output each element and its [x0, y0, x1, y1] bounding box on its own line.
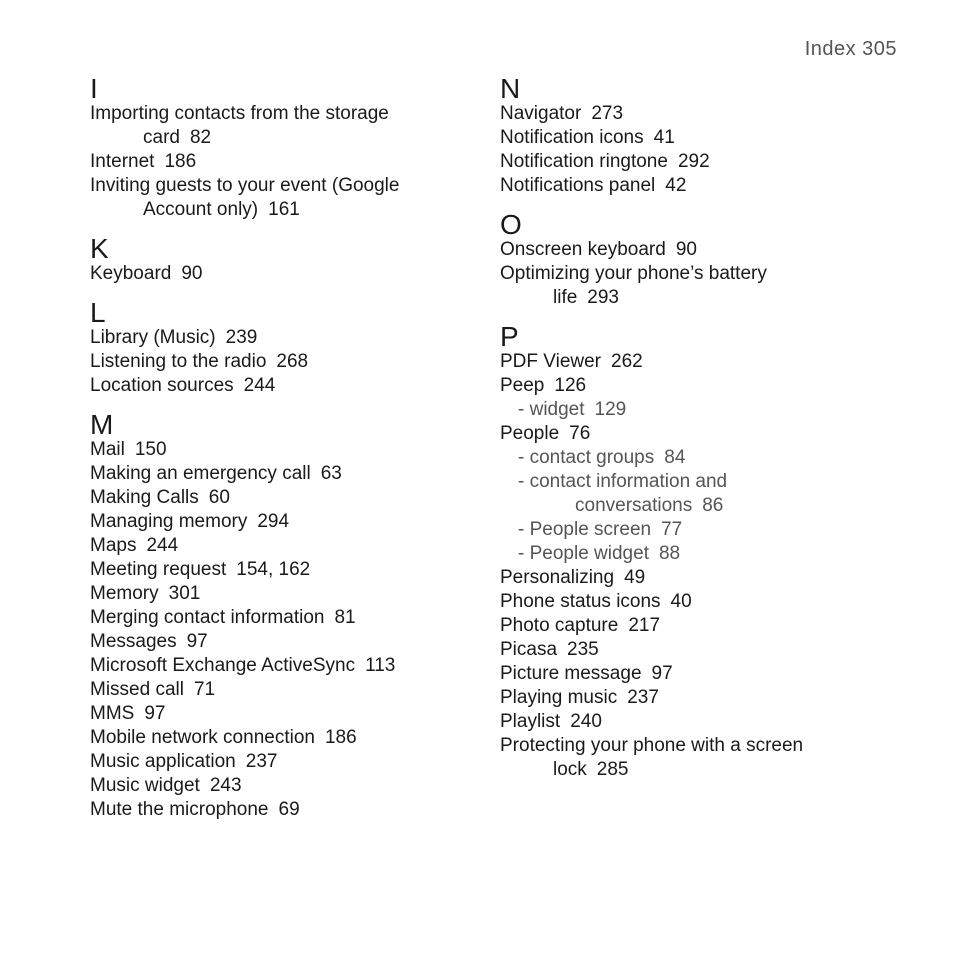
index-entry: [500, 150, 890, 174]
index-entry: [500, 566, 890, 590]
index-entry: [90, 262, 480, 286]
index-entry: [90, 654, 480, 678]
index-section: [500, 208, 890, 310]
entry-text: - contact information and: [518, 471, 728, 492]
entry-text: Playlist: [500, 711, 561, 732]
entry-text: - People screen: [518, 519, 652, 540]
entry-text: conversations: [575, 495, 693, 516]
entry-page-number[interactable]: 90: [181, 263, 203, 284]
entry-text: Music widget: [90, 775, 200, 796]
index-entry: [90, 326, 480, 350]
entry-page-number[interactable]: 71: [193, 679, 216, 700]
index-entry: [90, 534, 480, 558]
entry-page-number[interactable]: 239: [225, 327, 258, 348]
index-entry: [90, 606, 480, 630]
page-number: 305: [862, 38, 897, 60]
index-entry: [90, 750, 480, 774]
entry-text: - widget: [518, 399, 585, 420]
index-entry: [500, 350, 890, 374]
index-entry: [500, 758, 890, 782]
index-entry: [90, 102, 480, 126]
entry-text: Picasa: [500, 639, 558, 660]
entry-page-number[interactable]: 113: [365, 655, 396, 676]
entry-text: Importing contacts from the storage: [90, 103, 389, 124]
entry-page-number[interactable]: 186: [324, 727, 357, 748]
entry-text: Notification icons: [500, 127, 644, 148]
entry-page-number[interactable]: 84: [664, 447, 686, 468]
entry-text: Optimizing your phone’s battery: [500, 263, 767, 284]
index-column-left: [90, 72, 480, 832]
index-entry: [90, 150, 480, 174]
index-entry: [500, 126, 890, 150]
entry-page-number[interactable]: 97: [144, 703, 166, 724]
entry-page-number[interactable]: 49: [624, 567, 646, 588]
index-entry: [90, 510, 480, 534]
index-subentry: [500, 398, 890, 422]
entry-page-number[interactable]: 81: [334, 607, 356, 628]
entry-page-number[interactable]: 126: [554, 375, 587, 396]
entry-text: MMS: [90, 703, 135, 724]
index-subentry: [500, 494, 890, 518]
entry-text: Picture message: [500, 663, 642, 684]
index-entry: [90, 174, 480, 198]
entry-text: Making an emergency call: [90, 463, 311, 484]
entry-text: Personalizing: [500, 567, 615, 588]
index-entry: [500, 710, 890, 734]
entry-page-number[interactable]: 186: [164, 151, 197, 172]
entry-text: Notifications panel: [500, 175, 656, 196]
index-entry: [90, 582, 480, 606]
entry-text: Missed call: [90, 679, 184, 700]
index-subentry: [500, 470, 890, 494]
entry-page-number[interactable]: 86: [702, 495, 724, 516]
index-section: [500, 320, 890, 782]
index-section: [90, 296, 480, 398]
entry-page-number[interactable]: 237: [627, 687, 659, 708]
section-letter: L: [90, 297, 106, 328]
entry-page-number[interactable]: 154, 162: [236, 559, 311, 580]
entry-text: Inviting guests to your event (Google: [90, 175, 400, 196]
entry-text: Mail: [90, 439, 125, 460]
entry-page-number[interactable]: 243: [209, 775, 242, 796]
entry-text: PDF Viewer: [500, 351, 602, 372]
entry-text: Account only): [143, 199, 259, 220]
page-header: [799, 38, 897, 61]
entry-text: Notification ringtone: [500, 151, 668, 172]
index-entry: [90, 678, 480, 702]
entry-text: life: [553, 287, 578, 308]
entry-page-number[interactable]: 41: [653, 127, 675, 148]
index-entry: [90, 558, 480, 582]
entry-page-number[interactable]: 237: [245, 751, 278, 772]
index-entry: [90, 486, 480, 510]
entry-text: Photo capture: [500, 615, 619, 636]
entry-page-number[interactable]: 301: [168, 583, 201, 604]
index-subentry: [500, 518, 890, 542]
section-letter: N: [500, 73, 521, 104]
section-letter: M: [90, 409, 114, 440]
entry-text: Keyboard: [90, 263, 172, 284]
entry-text: Internet: [90, 151, 155, 172]
entry-text: Making Calls: [90, 487, 199, 508]
index-entry: [500, 102, 890, 126]
index-section: [90, 72, 480, 222]
index-entry: [90, 198, 480, 222]
entry-page-number[interactable]: 217: [628, 615, 661, 636]
entry-page-number[interactable]: 244: [243, 375, 276, 396]
entry-page-number[interactable]: 268: [276, 351, 309, 372]
entry-page-number[interactable]: 294: [257, 511, 290, 532]
index-entry: [500, 374, 890, 398]
entry-page-number[interactable]: 40: [670, 591, 692, 612]
index-entry: [90, 462, 480, 486]
entry-text: Merging contact information: [90, 607, 325, 628]
entry-page-number[interactable]: 90: [675, 239, 697, 260]
entry-page-number[interactable]: 240: [570, 711, 602, 732]
entry-text: lock: [553, 759, 587, 780]
entry-page-number[interactable]: 63: [320, 463, 342, 484]
entry-text: People: [500, 423, 560, 444]
entry-page-number[interactable]: 292: [677, 151, 710, 172]
entry-page-number[interactable]: 88: [658, 543, 681, 564]
index-entry: [500, 286, 890, 310]
index-entry: [500, 686, 890, 710]
entry-page-number[interactable]: 150: [134, 439, 167, 460]
entry-text: Onscreen keyboard: [500, 239, 666, 260]
index-entry: [90, 774, 480, 798]
index-entry: [500, 422, 890, 446]
index-entry: [90, 374, 480, 398]
index-entry: [500, 262, 890, 286]
entry-text: Mobile network connection: [90, 727, 315, 748]
entry-text: Meeting request: [90, 559, 227, 580]
index-entry: [90, 798, 480, 822]
entry-text: Phone status icons: [500, 591, 661, 612]
entry-text: Mute the microphone: [90, 799, 269, 820]
entry-page-number[interactable]: 77: [661, 519, 683, 540]
index-subentry: [500, 542, 890, 566]
entry-text: Playing music: [500, 687, 618, 708]
entry-page-number[interactable]: 76: [569, 423, 591, 444]
entry-text: Music application: [90, 751, 236, 772]
entry-text: Navigator: [500, 103, 582, 124]
entry-text: Peep: [500, 375, 545, 396]
index-entry: [90, 630, 480, 654]
index-entry: [90, 726, 480, 750]
entry-text: Maps: [90, 535, 137, 556]
entry-page-number[interactable]: 82: [189, 127, 212, 148]
index-entry: [90, 438, 480, 462]
entry-page-number[interactable]: 42: [665, 175, 687, 196]
index-entry: [90, 126, 480, 150]
index-entry: [500, 614, 890, 638]
entry-page-number[interactable]: 97: [651, 663, 673, 684]
index-entry: [500, 662, 890, 686]
entry-page-number[interactable]: 293: [587, 287, 619, 308]
entry-text: Protecting your phone with a screen: [500, 735, 804, 756]
index-subentry: [500, 446, 890, 470]
index-entry: [500, 238, 890, 262]
entry-text: Location sources: [90, 375, 234, 396]
section-letter: P: [500, 321, 519, 352]
entry-page-number[interactable]: 235: [567, 639, 599, 660]
entry-text: - People widget: [518, 543, 649, 564]
index-section: [90, 232, 480, 286]
entry-page-number[interactable]: 129: [594, 399, 627, 420]
index-entry: [500, 734, 890, 758]
entry-page-number[interactable]: 262: [611, 351, 643, 372]
entry-text: Listening to the radio: [90, 351, 267, 372]
index-entry: [500, 638, 890, 662]
entry-page-number[interactable]: 161: [268, 199, 300, 220]
entry-page-number[interactable]: 273: [591, 103, 624, 124]
entry-page-number[interactable]: 60: [208, 487, 230, 508]
entry-text: card: [143, 127, 180, 148]
section-letter: I: [90, 73, 98, 104]
index-entry: [500, 590, 890, 614]
index-entry: [500, 174, 890, 198]
entry-page-number[interactable]: 285: [596, 759, 629, 780]
section-letter: K: [90, 233, 109, 264]
entry-text: Microsoft Exchange ActiveSync: [90, 655, 356, 676]
index-section: [90, 408, 480, 822]
entry-text: Memory: [90, 583, 159, 604]
index-section: [500, 72, 890, 198]
index-column-right: [500, 72, 890, 792]
entry-page-number[interactable]: 69: [278, 799, 300, 820]
index-entry: [90, 350, 480, 374]
header-title: Index: [804, 38, 857, 60]
entry-text: Library (Music): [90, 327, 216, 348]
entry-page-number[interactable]: 244: [146, 535, 179, 556]
index-entry: [90, 702, 480, 726]
entry-text: Managing memory: [90, 511, 248, 532]
entry-page-number[interactable]: 97: [186, 631, 208, 652]
entry-text: Messages: [90, 631, 177, 652]
section-letter: O: [500, 209, 522, 240]
entry-text: - contact groups: [518, 447, 655, 468]
